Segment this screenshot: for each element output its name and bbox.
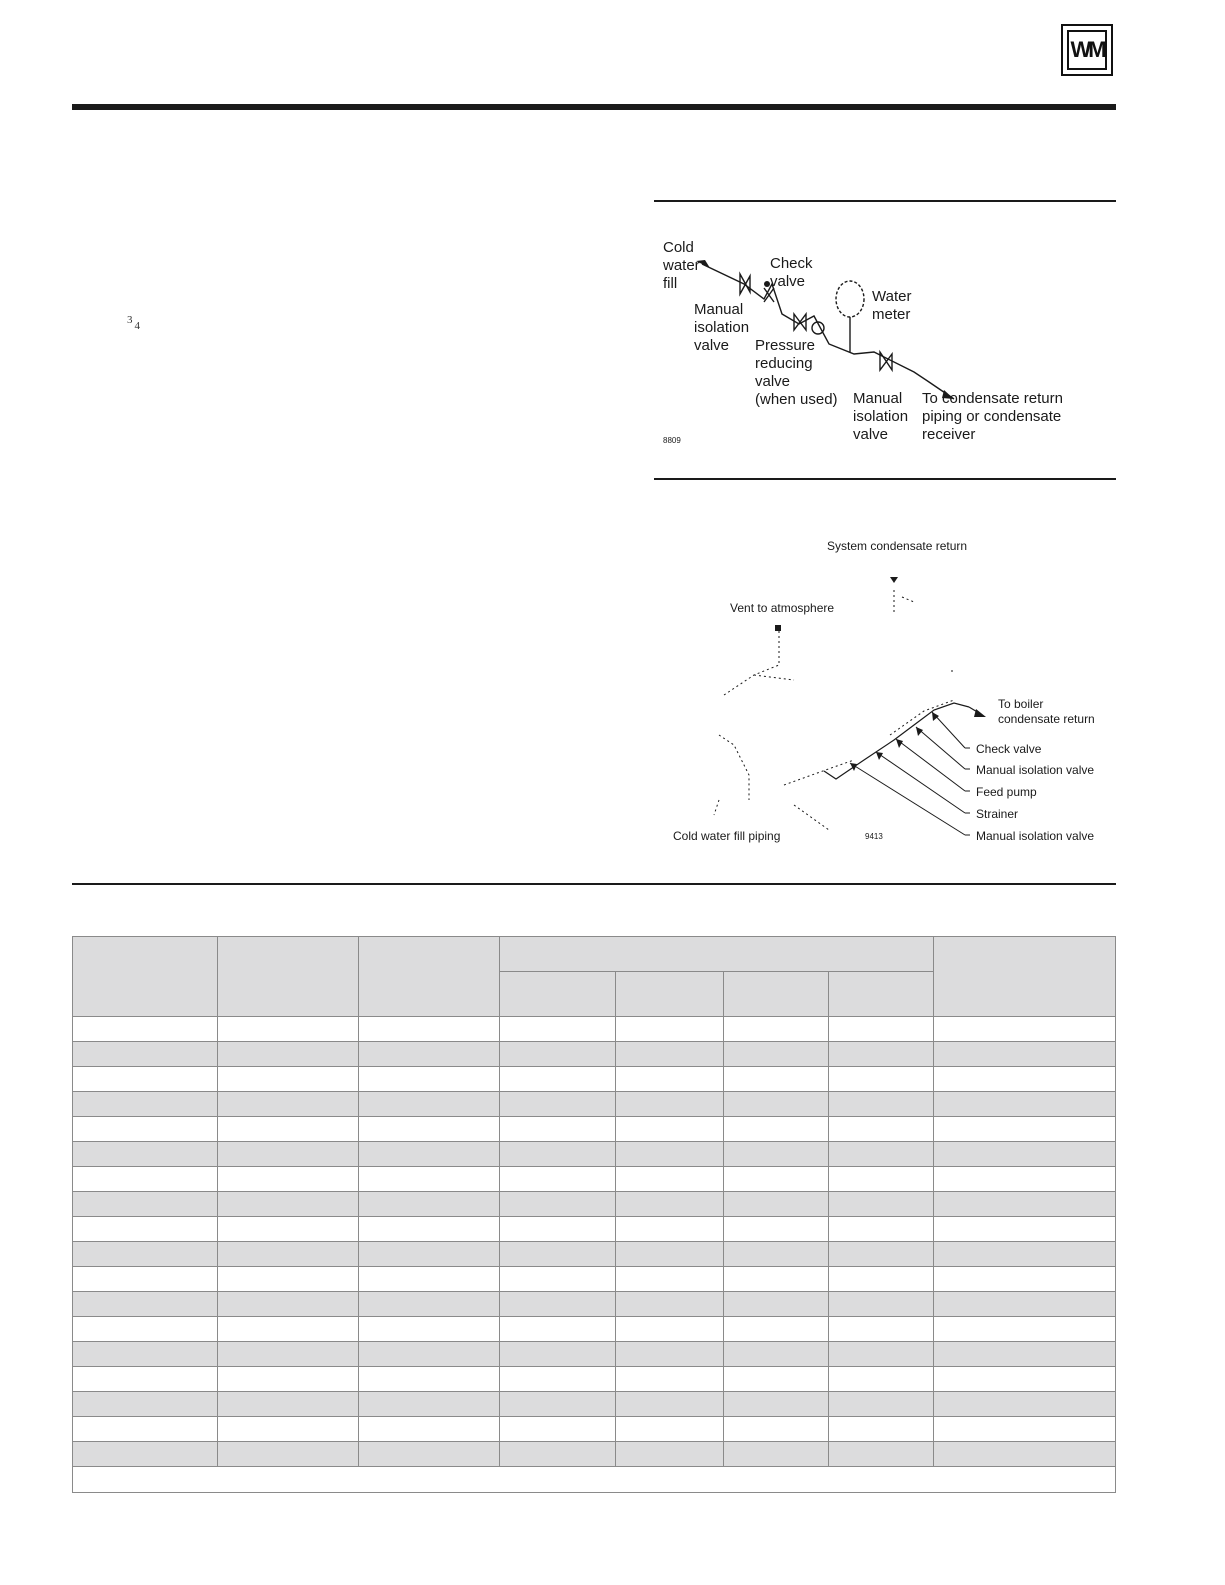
table-cell [500, 1167, 616, 1192]
table-cell [500, 1292, 616, 1317]
table-cell [218, 1067, 359, 1092]
table-cell [934, 1092, 1116, 1117]
table-cell [218, 1242, 359, 1267]
table-cell [359, 1042, 500, 1067]
table-cell [724, 1192, 829, 1217]
table-row [73, 1392, 1116, 1417]
water-meter-shape [836, 281, 864, 317]
table-cell [934, 1242, 1116, 1267]
table-cell [359, 1367, 500, 1392]
table-cell [359, 1292, 500, 1317]
table-cell [829, 1017, 934, 1042]
table-cell [218, 1217, 359, 1242]
table-cell [934, 1217, 1116, 1242]
table-cell [359, 1417, 500, 1442]
table-cell [934, 1292, 1116, 1317]
table-cell [73, 1117, 218, 1142]
table-cell [829, 1117, 934, 1142]
table-cell [500, 1367, 616, 1392]
table-cell [616, 1092, 724, 1117]
table-cell [359, 1217, 500, 1242]
header-subcell [500, 972, 616, 1017]
table-cell [73, 1042, 218, 1067]
table-cell [934, 1442, 1116, 1467]
table-cell [359, 1117, 500, 1142]
table-cell [724, 1367, 829, 1392]
table-cell [829, 1392, 934, 1417]
header-subcell [829, 972, 934, 1017]
table-cell [500, 1317, 616, 1342]
label-pressure-reducing-valve-2: reducing [755, 355, 813, 372]
table-cell [616, 1417, 724, 1442]
figure-2-diagram [654, 535, 1116, 865]
table-cell [616, 1067, 724, 1092]
table-row [73, 1292, 1116, 1317]
header-rule [72, 104, 1116, 110]
table-row [73, 1192, 1116, 1217]
table-cell [218, 1442, 359, 1467]
table-cell [73, 1367, 218, 1392]
table-cell [359, 1017, 500, 1042]
label-check-valve: Check valve [976, 742, 1042, 756]
label-manual-isolation-valve-2a: Manual [853, 390, 903, 407]
header-subcell [616, 972, 724, 1017]
table-cell [500, 1017, 616, 1042]
table-cell [218, 1342, 359, 1367]
table-cell [500, 1117, 616, 1142]
header-group-cell [500, 937, 934, 972]
table-cell [616, 1142, 724, 1167]
label-manual-isolation-valve-b: Manual isolation valve [976, 829, 1095, 843]
label-check-valve-2: valve [770, 273, 806, 290]
table-cell [616, 1442, 724, 1467]
table-cell [500, 1342, 616, 1367]
table-cell [616, 1317, 724, 1342]
label-pressure-reducing-valve-3: valve [755, 373, 791, 390]
table-cell [724, 1092, 829, 1117]
table-cell [616, 1242, 724, 1267]
table-row [73, 1042, 1116, 1067]
table-cell [934, 1392, 1116, 1417]
table-cell [829, 1442, 934, 1467]
table-cell [218, 1292, 359, 1317]
table-cell [359, 1167, 500, 1192]
table-cell [616, 1017, 724, 1042]
table-cell [359, 1092, 500, 1117]
table-cell [829, 1167, 934, 1192]
label-system-condensate-return: System condensate return [827, 539, 968, 553]
table-cell [218, 1367, 359, 1392]
table-cell [724, 1442, 829, 1467]
table-cell [934, 1267, 1116, 1292]
label-check-valve-1: Check [770, 255, 813, 272]
table-cell [500, 1042, 616, 1067]
table-row [73, 1317, 1116, 1342]
table-cell [73, 1092, 218, 1117]
table-cell [724, 1142, 829, 1167]
table-cell [616, 1267, 724, 1292]
table-row [73, 1092, 1116, 1117]
table-cell [934, 1342, 1116, 1367]
label-manual-isolation-valve-1c: valve [694, 337, 730, 354]
table-cell [500, 1192, 616, 1217]
table-cell [616, 1042, 724, 1067]
isolation-valve-2-shape [880, 352, 892, 370]
table-cell [829, 1317, 934, 1342]
table-cell [616, 1167, 724, 1192]
label-manual-isolation-valve-1b: isolation [694, 319, 750, 336]
table-cell [934, 1367, 1116, 1392]
label-to-condensate-return-1: To condensate return [922, 390, 1063, 407]
table-cell [73, 1417, 218, 1442]
table-row [73, 1217, 1116, 1242]
label-manual-isolation-valve-a: Manual isolation valve [976, 763, 1095, 777]
figure-1-diagram [654, 204, 1116, 474]
table-cell [73, 1017, 218, 1042]
table-cell [73, 1167, 218, 1192]
table-cell [359, 1192, 500, 1217]
table-cell [616, 1367, 724, 1392]
table-cell [724, 1117, 829, 1142]
label-to-boiler-1: To boiler [998, 697, 1044, 711]
table-cell [73, 1292, 218, 1317]
table-row [73, 1167, 1116, 1192]
table-cell [934, 1167, 1116, 1192]
label-manual-isolation-valve-2c: valve [853, 426, 889, 443]
header-cell [73, 937, 218, 1017]
table-cell [829, 1067, 934, 1092]
label-vent-to-atmosphere: Vent to atmosphere [730, 601, 835, 615]
wm-logo [1061, 24, 1113, 76]
table-cell [724, 1242, 829, 1267]
table-cell [218, 1267, 359, 1292]
label-water-meter-2: meter [872, 306, 911, 323]
table-head [73, 937, 1116, 1017]
header-cell [934, 937, 1116, 1017]
table-cell [73, 1342, 218, 1367]
table-cell [829, 1367, 934, 1392]
table-row [73, 1067, 1116, 1092]
table-row [73, 1342, 1116, 1367]
label-to-condensate-return-3: receiver [922, 426, 976, 443]
table-cell [218, 1392, 359, 1417]
table-cell [724, 1017, 829, 1042]
table-row [73, 1242, 1116, 1267]
table-cell [218, 1142, 359, 1167]
table-cell [829, 1267, 934, 1292]
table-cell [73, 1392, 218, 1417]
table-cell [934, 1117, 1116, 1142]
header-subcell [724, 972, 829, 1017]
table-cell [359, 1242, 500, 1267]
label-manual-isolation-valve-1a: Manual [694, 301, 744, 318]
table-cell [724, 1342, 829, 1367]
table-cell [218, 1117, 359, 1142]
label-pressure-reducing-valve-4: (when used) [755, 391, 838, 408]
table-cell [73, 1142, 218, 1167]
table-cell [73, 1192, 218, 1217]
table-cell [359, 1442, 500, 1467]
table-cell [616, 1392, 724, 1417]
table-cell [616, 1342, 724, 1367]
label-water-meter-1: Water [872, 288, 912, 305]
label-cold-water-fill-piping: Cold water fill piping [673, 829, 781, 843]
table-cell [359, 1067, 500, 1092]
label-to-boiler-2: condensate return [998, 712, 1095, 726]
table-row [73, 1117, 1116, 1142]
table-cell [829, 1292, 934, 1317]
table-cell [724, 1417, 829, 1442]
table-cell [218, 1317, 359, 1342]
table-cell [934, 1067, 1116, 1092]
table-cell [724, 1167, 829, 1192]
table-cell [359, 1342, 500, 1367]
table-cell [829, 1342, 934, 1367]
label-cold-water-fill-1: Cold [663, 239, 694, 256]
table-cell [724, 1217, 829, 1242]
table-cell [218, 1092, 359, 1117]
table-row [73, 1142, 1116, 1167]
table-cell [934, 1042, 1116, 1067]
table-cell [500, 1217, 616, 1242]
table-cell [616, 1192, 724, 1217]
header-cell [359, 937, 500, 1017]
table-cell [934, 1417, 1116, 1442]
table-cell [500, 1392, 616, 1417]
table-cell [934, 1017, 1116, 1042]
feed-line [824, 703, 969, 779]
header-cell [218, 937, 359, 1017]
section-rule [72, 883, 1116, 885]
data-table [72, 936, 1116, 1493]
table-cell [500, 1067, 616, 1092]
table-cell [616, 1292, 724, 1317]
table-cell [73, 1267, 218, 1292]
table-cell [73, 1067, 218, 1092]
table-cell [359, 1267, 500, 1292]
table-cell [218, 1167, 359, 1192]
figure-1-top-rule [654, 200, 1116, 202]
table-row [73, 1267, 1116, 1292]
table-cell [359, 1317, 500, 1342]
table-row [73, 1417, 1116, 1442]
table-cell [616, 1117, 724, 1142]
table-body [73, 1017, 1116, 1467]
table-cell [829, 1142, 934, 1167]
label-manual-isolation-valve-2b: isolation [853, 408, 909, 425]
table-cell [829, 1242, 934, 1267]
label-feed-pump: Feed pump [976, 785, 1037, 799]
table-cell [73, 1317, 218, 1342]
table-cell [829, 1192, 934, 1217]
table-cell [500, 1142, 616, 1167]
table-cell [724, 1317, 829, 1342]
table-cell [724, 1392, 829, 1417]
table-cell [359, 1142, 500, 1167]
table-row [73, 1017, 1116, 1042]
table-cell [829, 1417, 934, 1442]
table-cell [359, 1392, 500, 1417]
table-footnote-row [73, 1467, 1116, 1493]
table-cell [500, 1092, 616, 1117]
label-strainer: Strainer [976, 807, 1019, 821]
table-cell [218, 1417, 359, 1442]
table-cell [218, 1042, 359, 1067]
table-cell [724, 1292, 829, 1317]
label-pressure-reducing-valve-1: Pressure [755, 337, 816, 354]
table-cell [829, 1042, 934, 1067]
table-cell [616, 1217, 724, 1242]
table-cell [73, 1217, 218, 1242]
label-cold-water-fill-3: fill [663, 275, 678, 292]
label-to-condensate-return-2: piping or condensate [922, 408, 1062, 425]
table-cell [934, 1317, 1116, 1342]
table-row [73, 1442, 1116, 1467]
table-cell [73, 1442, 218, 1467]
footnote-marker [127, 314, 140, 332]
table-cell [724, 1067, 829, 1092]
table-cell [500, 1417, 616, 1442]
figure-1-bottom-rule [654, 478, 1116, 480]
figure-2-number: 9413 [865, 832, 883, 841]
footnote-sub: 4 [134, 320, 140, 332]
isolation-valve-1-shape [740, 274, 750, 294]
table-cell [934, 1192, 1116, 1217]
table-cell [829, 1217, 934, 1242]
footnote-sup: 3 [127, 314, 133, 326]
table-cell [724, 1267, 829, 1292]
figure-1-number: 8809 [663, 436, 681, 445]
label-cold-water-fill-2: water [663, 257, 700, 274]
table-cell [934, 1142, 1116, 1167]
table-cell [500, 1267, 616, 1292]
table-cell [829, 1092, 934, 1117]
table-cell [218, 1192, 359, 1217]
table-cell [73, 1242, 218, 1267]
table-row [73, 1367, 1116, 1392]
table-cell [500, 1242, 616, 1267]
wm-logo-mark: WM [1067, 30, 1107, 70]
table-cell [500, 1442, 616, 1467]
table-cell [218, 1017, 359, 1042]
table-cell [724, 1042, 829, 1067]
